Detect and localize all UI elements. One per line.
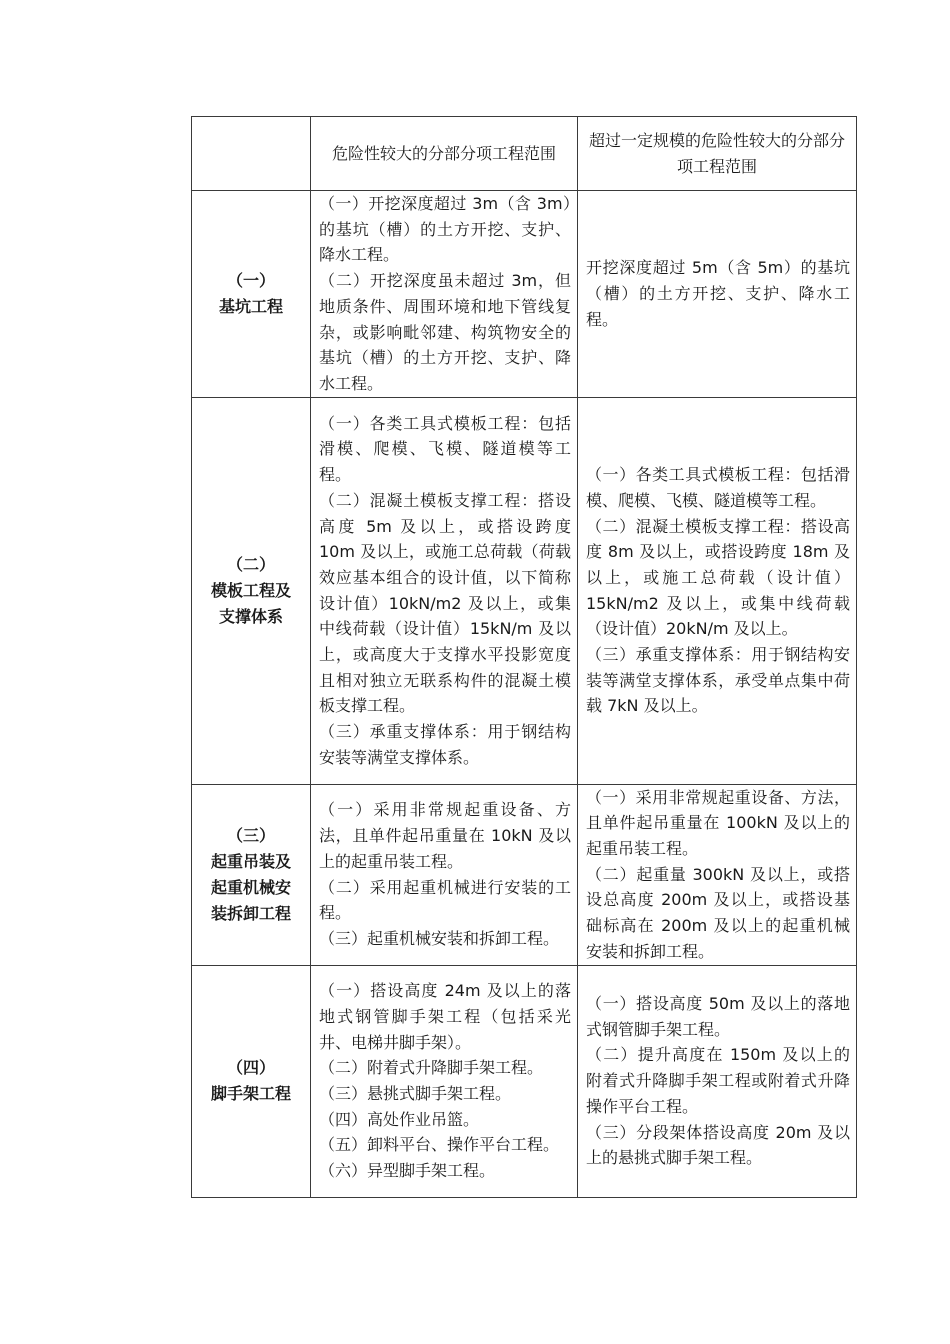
- large-scope-item: （二）起重量 300kN 及以上，或搭设总高度 200m 及以上，或搭设基础标高在 200m 及以上的起重机械安装和拆卸工程。: [586, 864, 850, 961]
- category-name: 起重机械安: [210, 877, 291, 897]
- large-scope-item: （一）各类工具式模板工程：包括滑模、爬模、飞模、隧道模等工程。: [586, 465, 850, 510]
- large-scope-item: （一）采用非常规起重设备、方法，且单件起吊重量在 100kN 及以上的起重吊装工程。: [586, 787, 850, 859]
- scope-item: （二）混凝土模板支撑工程：搭设高度 5m 及以上，或搭设跨度 10m 及以上，或施工总荷载（荷载效应基本组合的设计值，以下简称设计值）10kN/m2 及以上，或集中线荷载（设计值）15kN/m 及以上，或高度大于支撑水平投影宽度且相对独立无联系构件的混凝土模板支撑工程。: [319, 490, 571, 716]
- scope-cell: [311, 397, 578, 784]
- scope-item: （一）开挖深度超过 3m（含 3m）的基坑（槽）的土方开挖、支护、降水工程。: [319, 194, 571, 265]
- header-large-scope: 超过一定规模的危险性较大的分部分项工程范围: [578, 117, 857, 191]
- scope-cell: [311, 965, 578, 1197]
- scope-item: （三）承重支撑体系：用于钢结构安装等满堂支撑体系。: [319, 722, 571, 767]
- large-scope-item: （三）分段架体搭设高度 20m 及以上的悬挑式脚手架工程。: [586, 1122, 850, 1168]
- large-scope-item: （二）提升高度在 150m 及以上的附着式升降脚手架工程或附着式升降操作平台工程。: [586, 1045, 850, 1116]
- category-cell: [192, 397, 311, 784]
- category-number: （四）: [226, 1058, 275, 1078]
- scope-item: （一）各类工具式模板工程：包括滑模、爬模、飞模、隧道模等工程。: [319, 413, 571, 485]
- header-scope: 危险性较大的分部分项工程范围: [311, 117, 578, 191]
- scope-item: （二）采用起重机械进行安装的工程。: [319, 877, 571, 923]
- table-row: [192, 191, 857, 398]
- scope-item: （二）开挖深度虽未超过 3m，但地质条件、周围环境和地下管线复杂，或影响毗邻建、构筑物安全的基坑（槽）的土方开挖、支护、降水工程。: [319, 271, 571, 393]
- category-cell: [192, 784, 311, 965]
- large-scope-cell: [578, 191, 857, 398]
- category-number: （一）: [226, 270, 275, 290]
- category-cell: [192, 191, 311, 398]
- scope-item: （一）采用非常规起重设备、方法，且单件起吊重量在 10kN 及以上的起重吊装工程。: [319, 800, 571, 871]
- category-cell: [192, 965, 311, 1197]
- scope-item: （四）高处作业吊篮。: [319, 1109, 480, 1129]
- large-scope-cell: [578, 965, 857, 1197]
- category-name: 起重吊装及: [210, 851, 291, 871]
- scope-item: （三）起重机械安装和拆卸工程。: [319, 928, 560, 948]
- table-row: [192, 784, 857, 965]
- table-row: [192, 397, 857, 784]
- category-name: 支撑体系: [218, 606, 283, 626]
- scope-cell: [311, 784, 578, 965]
- scope-table: [191, 116, 857, 1198]
- category-number: （三）: [226, 825, 275, 845]
- category-name: 模板工程及: [210, 580, 291, 600]
- scope-item: （六）异型脚手架工程。: [319, 1161, 496, 1181]
- large-scope-cell: [578, 784, 857, 965]
- scope-cell: [311, 191, 578, 398]
- large-scope-item: （一）搭设高度 50m 及以上的落地式钢管脚手架工程。: [586, 994, 850, 1039]
- large-scope-item: （三）承重支撑体系：用于钢结构安装等满堂支撑体系，承受单点集中荷载 7kN 及以上。: [586, 645, 850, 716]
- category-name: 脚手架工程: [210, 1084, 291, 1104]
- table-header-row: [192, 117, 857, 191]
- scope-item: （一）搭设高度 24m 及以上的落地式钢管脚手架工程（包括采光井、电梯井脚手架）。: [319, 981, 571, 1052]
- large-scope-item: 开挖深度超过 5m（含 5m）的基坑（槽）的土方开挖、支护、降水工程。: [586, 258, 850, 329]
- large-scope-item: （二）混凝土模板支撑工程：搭设高度 8m 及以上，或搭设跨度 18m 及以上，或施工总荷载（设计值）15kN/m2 及以上，或集中线荷载（设计值）20kN/m 及以上。: [586, 516, 850, 639]
- scope-item: （二）附着式升降脚手架工程。: [319, 1058, 544, 1078]
- category-number: （二）: [226, 554, 275, 574]
- scope-item: （三）悬挑式脚手架工程。: [319, 1084, 512, 1104]
- category-name: 基坑工程: [218, 296, 283, 316]
- category-name: 装拆卸工程: [210, 903, 291, 923]
- table-row: [192, 965, 857, 1197]
- scope-item: （五）卸料平台、操作平台工程。: [319, 1135, 560, 1155]
- large-scope-cell: [578, 397, 857, 784]
- header-empty-cell: [192, 117, 311, 191]
